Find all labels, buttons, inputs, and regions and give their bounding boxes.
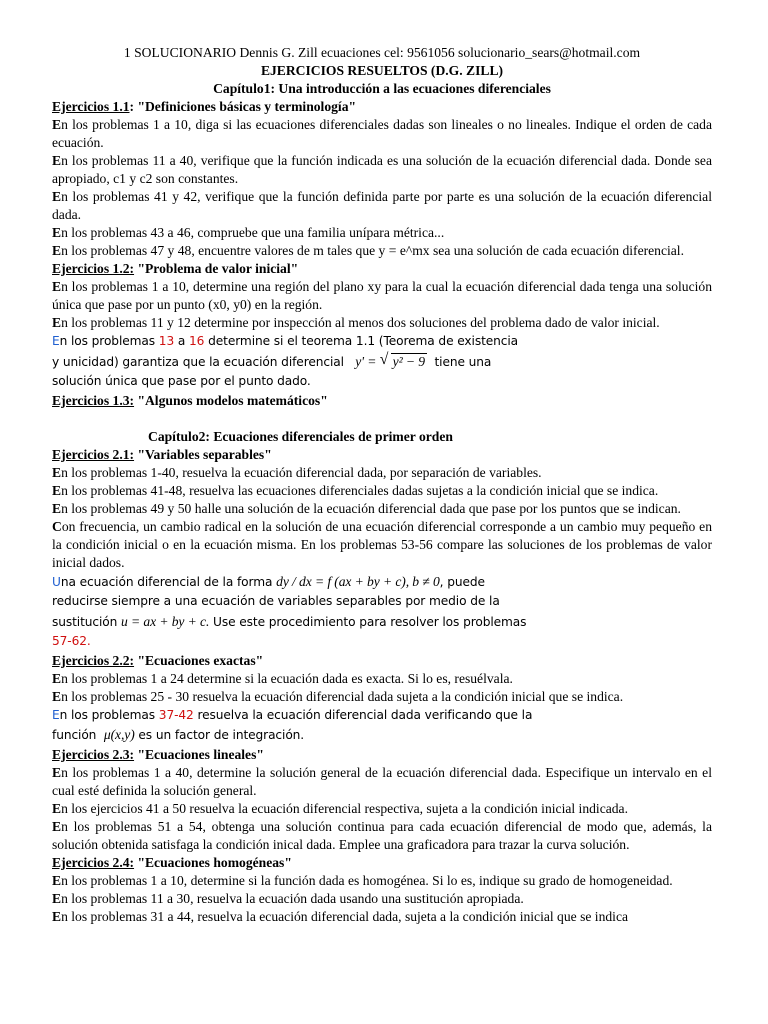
paragraph: En los problemas 31 a 44, resuelva la ecuación diferencial dada, sujeta a la condición inicial que se indica [52,908,629,924]
cap-letter: U [52,574,61,589]
equation: μ(x,y) [103,727,135,742]
problem-number: 16 [189,334,205,348]
drop-letter: E [52,688,62,704]
section-title: "Algunos modelos matemáticos" [134,392,328,408]
drop-letter: E [52,872,62,888]
text: n los problemas [59,334,159,348]
problem-number: 37-42 [158,707,194,722]
section-title: "Ecuaciones exactas" [134,652,264,668]
drop-letter: E [52,890,62,906]
equation: dy / dx = f (ax + by + c), b ≠ 0 [276,573,440,589]
section-title: "Ecuaciones lineales" [134,746,264,762]
paragraph: En los problemas 1 a 10, determine una región del plano xy para la cual la ecuación diferencial dada tenga una solución única que pase por un punto (x0, y0) en la región. [52,279,712,312]
document-page [52,44,712,926]
spacer [52,410,712,428]
paragraph: En los problemas 41 y 42, verifique que la función definida parte por parte es una solución de la ecuación diferencial dada. [52,189,712,222]
paragraph: En los problemas 1 a 40, determine la solución general de la ecuación diferencial dada. Especifique un intervalo en el cual esté definida la solución general. [52,764,712,798]
text: sustitución [52,614,118,629]
paragraph: En los problemas 11 a 40, verifique que la función indicada es una solución de la ecuación diferencial dada. Donde sea apropiado, c1 y c2 son constantes. [52,153,712,186]
drop-letter: E [52,908,62,924]
chapter1-title: Capítulo1: Una introducción a las ecuaciones diferenciales [213,81,551,96]
drop-letter: E [52,670,62,686]
problem-range: 57-62. [52,634,91,648]
drop-letter: E [52,500,62,516]
text: resuelva la ecuación diferencial dada verificando que la [193,707,533,722]
drop-letter: E [52,225,62,240]
paragraph: En los ejercicios 41 a 50 resuelva la ecuación diferencial respectiva, sujeta a la condición inicial indicada. [52,800,628,816]
embedded-text-image-1-2 [52,332,712,392]
drop-letter: C [52,518,62,534]
text: función [52,728,97,742]
chapter2-title: Capítulo2: Ecuaciones diferenciales de primer orden [148,428,453,444]
drop-letter: E [52,464,62,480]
paragraph: En los problemas 1 a 10, diga si las ecuaciones diferenciales dadas son lineales o no lineales. Indique el orden de cada ecuación. [52,117,712,150]
text: , puede [439,574,485,589]
embedded-text-image-2-2 [52,706,712,746]
text: es un factor de integración. [134,728,305,742]
paragraph: En los problemas 47 y 48, encuentre valores de m tales que y = e^mx sea una solución de cada ecuación diferencial. [52,243,684,258]
paragraph: En los problemas 41-48, resuelva las ecuaciones diferenciales dadas sujetas a la condición inicial que se indica. [52,482,659,498]
drop-letter: E [52,243,62,258]
section-1-2-heading [52,260,712,278]
equation-radicand: y² − 9 [392,353,425,369]
drop-letter: E [52,279,62,294]
section-label: Ejercicios 2.1: [52,446,135,462]
cap-letter: E [52,334,60,348]
paragraph: En los problemas 1-40, resuelva la ecuación diferencial dada, por separación de variables. [52,464,542,480]
text: a [174,334,190,348]
section-title: : "Definiciones básicas y terminología" [129,99,357,114]
problem-number: 13 [158,334,175,348]
paragraph: Con frecuencia, un cambio radical en la solución de una ecuación diferencial corresponde a un cambio muy pequeño en la condición inicial o en la ecuación misma. En los problemas 53-56 compare las soluciones de los problemas de valor inicial dados. [52,518,712,570]
paragraph: En los problemas 1 a 10, determine si la función dada es homogénea. Si lo es, indique su grado de homogeneidad. [52,872,673,888]
text: Use este procedimiento para resolver los problemas [209,614,527,629]
equation: u = ax + by + c. [121,613,210,629]
text: determine si el teorema 1.1 (Teorema de existencia [204,334,519,348]
paragraph: En los problemas 51 a 54, obtenga una solución continua para cada ecuación diferencial de modo que, además, la solución obtenida satisfaga la condición inical dada. Emplee una graficadora para trazar la curva solución. [52,818,712,852]
drop-letter: E [52,117,62,132]
paragraph: En los problemas 25 - 30 resuelva la ecuación diferencial dada sujeta a la condición inicial que se indica. [52,688,624,704]
drop-letter: E [52,315,62,330]
section-1-1-heading [52,98,712,116]
drop-letter: E [52,189,62,204]
text: solución única que pase por el punto dado. [52,374,311,388]
equation [355,354,427,369]
drop-letter: E [52,482,62,498]
paragraph: En los problemas 43 a 46, compruebe que una familia unípara métrica... [52,225,445,240]
equation-lhs: y' = [355,353,380,369]
section-2-1-heading [52,446,712,464]
text: tiene una [434,354,492,369]
paragraph: En los problemas 11 y 12 determine por inspección al menos dos soluciones del problema dado de valor inicial. [52,315,660,330]
section-2-3-heading [52,746,712,764]
section-title: "Problema de valor inicial" [134,261,299,276]
header-line: 1 SOLUCIONARIO Dennis G. Zill ecuaciones cel: 9561056 solucionario_sears@hotmail.com [123,45,641,60]
section-title: "Ecuaciones homogéneas" [134,854,292,870]
section-label: Ejercicios 1.1 [52,99,130,114]
embedded-text-image-2-1 [52,572,712,652]
section-2-4-heading [52,854,712,872]
drop-letter: E [52,764,62,780]
section-label: Ejercicios 1.2: [52,261,135,276]
section-label: Ejercicios 2.2: [52,652,135,668]
paragraph: En los problemas 1 a 24 determine si la ecuación dada es exacta. Si lo es, resuélvala. [52,670,513,686]
drop-letter: E [52,153,62,168]
drop-letter: E [52,800,62,816]
section-label: Ejercicios 2.3: [52,746,135,762]
paragraph: En los problemas 11 a 30, resuelva la ecuación dada usando una sustitución apropiada. [52,890,524,906]
header-title: EJERCICIOS RESUELTOS (D.G. ZILL) [260,63,504,78]
text: y unicidad) garantiza que la ecuación diferencial [52,354,344,369]
drop-letter: E [52,818,62,834]
paragraph: En los problemas 49 y 50 halle una solución de la ecuación diferencial dada que pase por los puntos que se indican. [52,500,681,516]
section-title: "Variables separables" [134,446,272,462]
section-label: Ejercicios 1.3: [52,392,135,408]
text: na ecuación diferencial de la forma [60,574,273,589]
cap-letter: E [52,707,60,722]
text: reducirse siempre a una ecuación de variables separables por medio de la [52,594,500,608]
section-2-2-heading [52,652,712,670]
section-label: Ejercicios 2.4: [52,854,135,870]
text: n los problemas [59,707,159,722]
section-1-3-heading [52,392,712,410]
